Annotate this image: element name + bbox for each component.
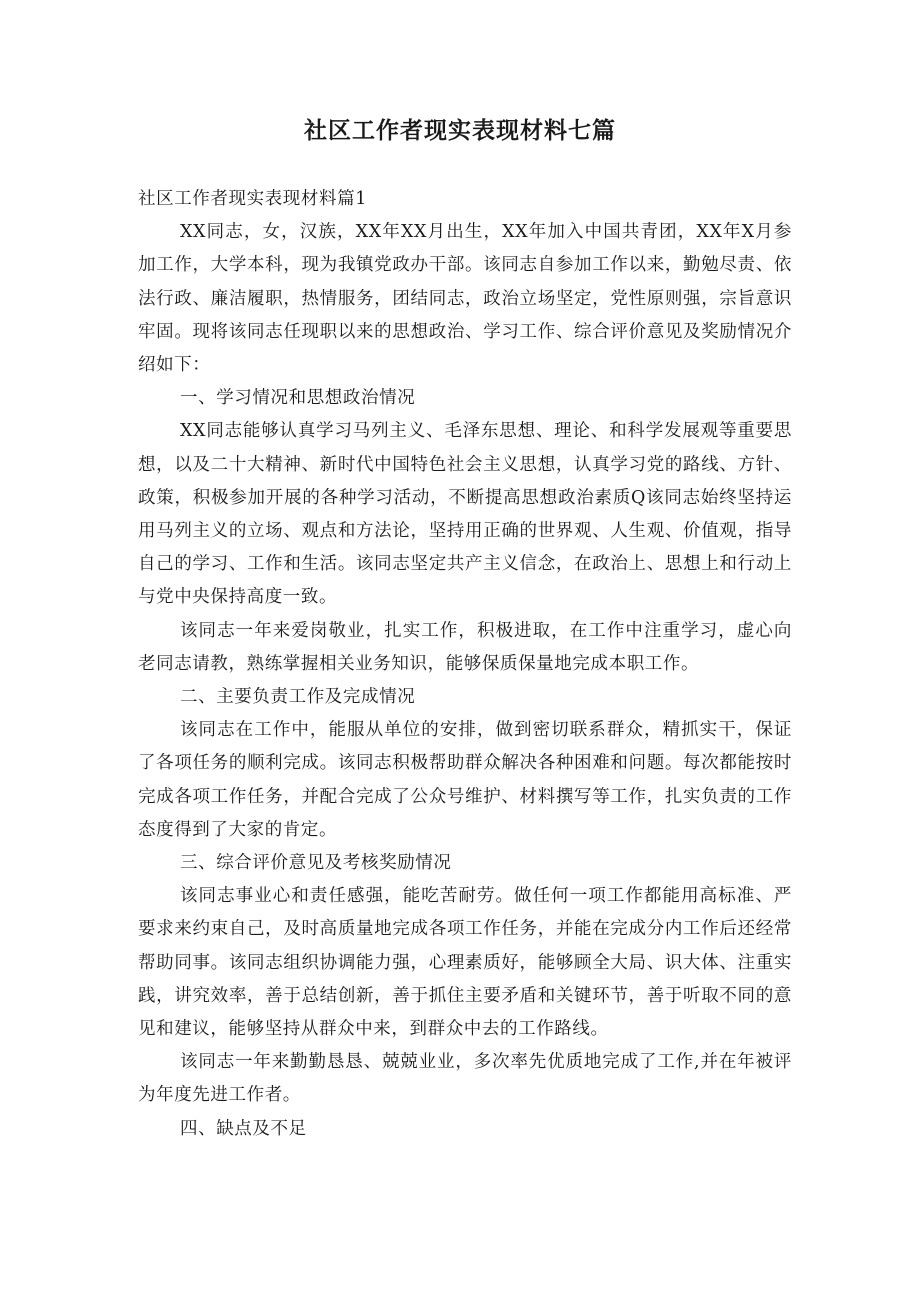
paragraph-evaluation: 该同志事业心和责任感强，能吃苦耐劳。做任何一项工作都能用高标准、严要求来约束自己，及时高质量地完成各项工作任务，并能在完成分内工作后还经常帮助同事。该同志组织协调能力强，心理素质好，能够顾全大局、识大体、注重实践，讲究效率，善于总结创新，善于抓住主要矛盾和关键环节，善于听取不同的意见和建议，能够坚持从群众中来，到群众中去的工作路线。	[138, 886, 792, 1040]
heading-evaluation: 三、综合评价意见及考核奖励情况	[180, 853, 452, 874]
section-title: 社区工作者现实表现材料篇1	[138, 189, 367, 209]
paragraph-main-work: 该同志在工作中，能服从单位的安排，做到密切联系群众，精抓实干，保证了各项任务的顺利完成。该同志积极帮助群众解决各种困难和问题。每次都能按时完成各项工作任务，并配合完成了公众号维护、材料撰写等工作，扎实负责的工作态度得到了大家的肯定。	[138, 720, 792, 840]
document-body	[138, 183, 792, 1146]
heading-main-work: 二、主要负责工作及完成情况	[180, 687, 416, 708]
paragraph-dedication: 该同志一年来爱岗敬业，扎实工作，积极进取，在工作中注重学习，虚心向老同志请教，熟练掌握相关业务知识，能够保质保量地完成本职工作。	[138, 620, 792, 674]
document-title: 社区工作者现实表现材料七篇	[304, 118, 616, 144]
paragraph-award: 该同志一年来勤勤恳恳、兢兢业业，多次率先优质地完成了工作,并在年被评为年度先进工作者。	[138, 1052, 792, 1106]
paragraph-intro: XX同志，女，汉族，XX年XX月出生，XX年加入中国共青团，XX年X月参加工作，大学本科，现为我镇党政办干部。该同志自参加工作以来，勤勉尽责、依法行政、廉洁履职，热情服务，团结同志，政治立场坚定，党性原则强，宗旨意识牢固。现将该同志任现职以来的思想政治、学习工作、综合评价意见及奖励情况介绍如下：	[138, 222, 792, 376]
heading-shortcomings: 四、缺点及不足	[180, 1118, 307, 1139]
heading-study-politics: 一、学习情况和思想政治情况	[180, 388, 416, 409]
paragraph-study-politics: XX同志能够认真学习马列主义、毛泽东思想、理论、和科学发展观等重要思想，以及二十大精神、新时代中国特色社会主义思想，认真学习党的路线、方针、政策，积极参加开展的各种学习活动，不断提高思想政治素质Q该同志始终坚持运用马列主义的立场、观点和方法论，坚持用正确的世界观、人生观、价值观，指导自己的学习、工作和生活。该同志坚定共产主义信念，在政治上、思想上和行动上与党中央保持高度一致。	[138, 421, 792, 608]
